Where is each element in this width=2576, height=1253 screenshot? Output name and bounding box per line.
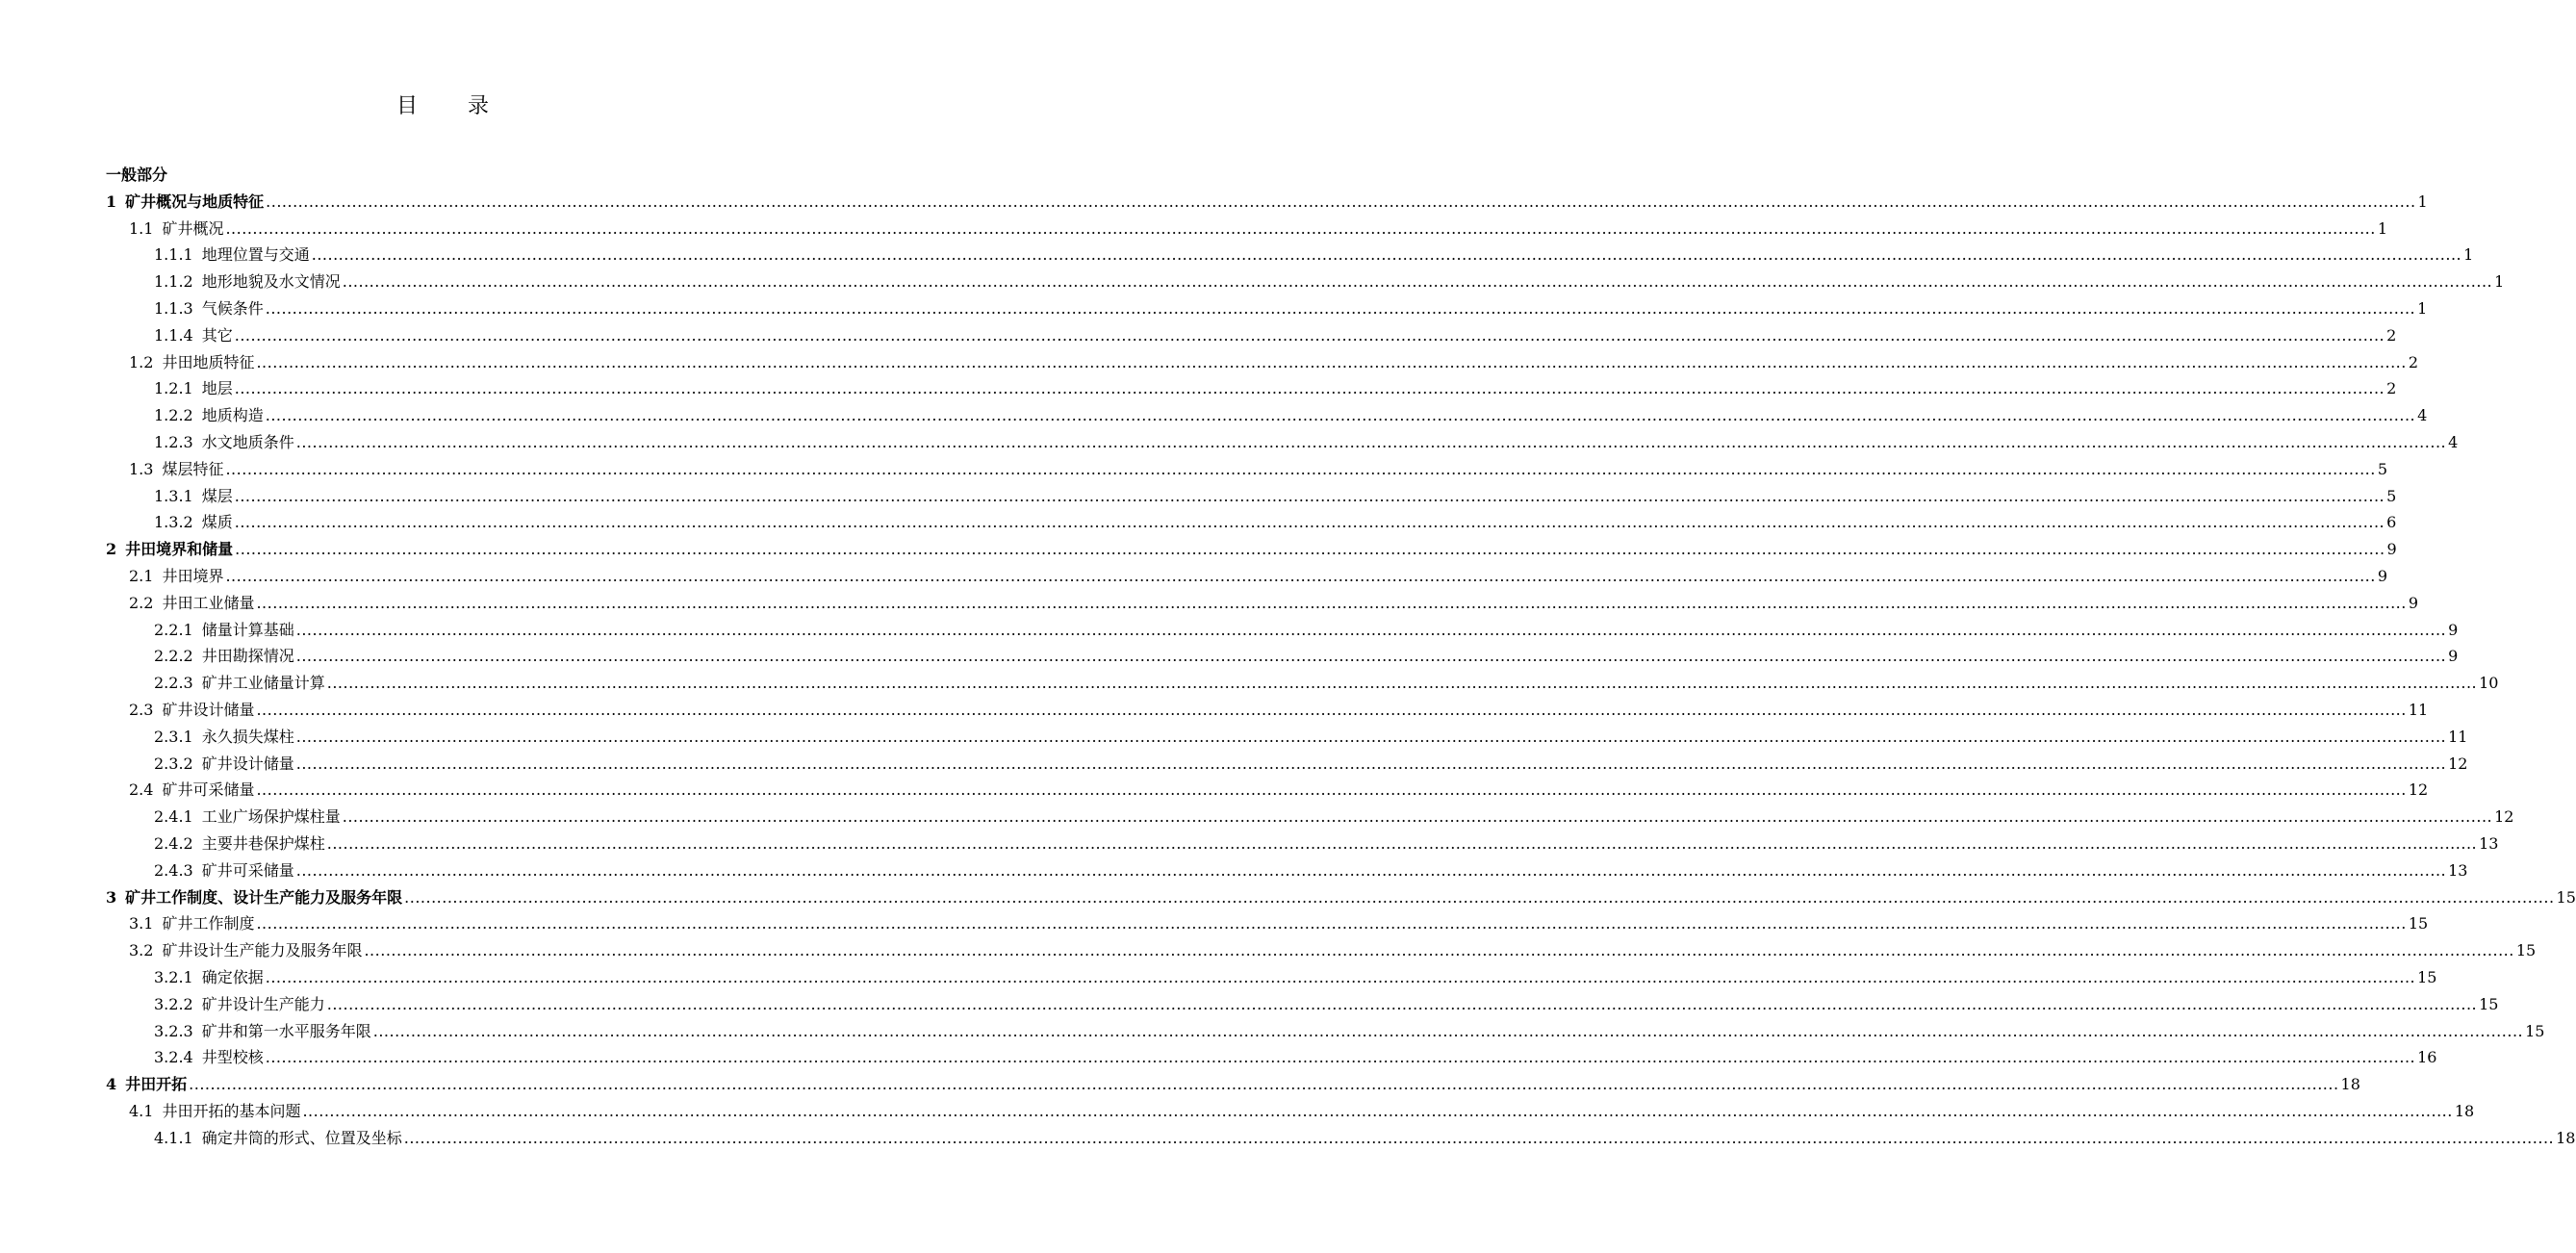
toc-entry-number: 2.3.2 (154, 754, 193, 773)
toc-entry-title: 煤质 (201, 513, 233, 532)
toc-entry-title: 永久损失煤柱 (201, 727, 294, 746)
toc-entry-title: 矿井概况与地质特征 (125, 192, 265, 211)
toc-entry[interactable] (106, 884, 2576, 911)
toc-entry[interactable] (106, 295, 2428, 322)
toc-entry-number: 1.1.1 (154, 245, 193, 265)
toc-entry-number: 2.2.3 (154, 674, 193, 693)
toc-entry-title: 其它 (201, 325, 233, 345)
toc-entry[interactable] (106, 590, 2419, 617)
dot-leader: ................................................................................................................................................................................................................................................................................................................................................................................................................ (403, 1128, 2555, 1147)
toc-entry-page: 9 (2408, 593, 2419, 612)
toc-entry-page: 1 (2417, 298, 2428, 318)
dot-leader: ................................................................................................................................................................................................................................................................................................................................................................................................................ (256, 700, 2407, 719)
toc-entry-title: 矿井可采储量 (162, 780, 255, 800)
toc-entry-title: 煤层特征 (162, 459, 224, 478)
toc-entry-title: 矿井和第一水平服务年限 (201, 1021, 371, 1040)
toc-entry-title: 井田开拓的基本问题 (162, 1101, 301, 1120)
toc-entry[interactable] (106, 322, 2397, 349)
toc-entry-title: 井田境界 (162, 566, 224, 585)
toc-entry[interactable] (106, 216, 2388, 243)
dot-leader: ................................................................................................................................................................................................................................................................................................................................................................................................................ (235, 540, 2385, 559)
toc-entry-page: 18 (2556, 1128, 2576, 1147)
toc-entry-title: 储量计算基础 (201, 620, 294, 639)
toc-entry-title: 确定井筒的形式、位置及坐标 (201, 1128, 402, 1147)
dot-leader: ................................................................................................................................................................................................................................................................................................................................................................................................................ (342, 272, 2493, 292)
toc-entry-page: 2 (2386, 325, 2397, 345)
toc-entry[interactable] (106, 643, 2459, 670)
toc-entry-title: 井田地质特征 (162, 352, 255, 371)
dot-leader: ................................................................................................................................................................................................................................................................................................................................................................................................................ (234, 325, 2385, 345)
dot-leader: ................................................................................................................................................................................................................................................................................................................................................................................................................ (302, 1101, 2453, 1120)
toc-entry-page: 2 (2408, 352, 2419, 371)
dot-leader: ................................................................................................................................................................................................................................................................................................................................................................................................................ (189, 1075, 2339, 1094)
toc-entry-title: 井田境界和储量 (125, 540, 234, 559)
dot-leader: ................................................................................................................................................................................................................................................................................................................................................................................................................ (234, 486, 2385, 505)
toc-entry-title: 主要井巷保护煤柱 (201, 833, 325, 853)
toc-entry-number: 1.1.4 (154, 325, 193, 345)
table-of-contents (106, 162, 2576, 1151)
toc-entry-title: 矿井工业储量计算 (201, 674, 325, 693)
toc-entry-number: 4.1.1 (154, 1128, 193, 1147)
toc-entry-number: 3.2.2 (154, 994, 193, 1013)
toc-entry[interactable] (106, 429, 2459, 456)
dot-leader: ................................................................................................................................................................................................................................................................................................................................................................................................................ (266, 192, 2416, 211)
toc-entry-page: 13 (2448, 860, 2468, 880)
toc-entry-page: 15 (2408, 914, 2429, 933)
toc-entry-number: 4.1 (129, 1101, 154, 1120)
dot-leader: ................................................................................................................................................................................................................................................................................................................................................................................................................ (311, 245, 2462, 265)
toc-entry-page: 16 (2417, 1048, 2437, 1067)
toc-entry-page: 12 (2448, 754, 2468, 773)
toc-entry-number: 1.2 (129, 352, 154, 371)
toc-entry[interactable] (106, 375, 2397, 402)
toc-entry[interactable] (106, 910, 2429, 937)
toc-entry-page: 13 (2479, 833, 2499, 853)
toc-entry-title: 矿井可采储量 (201, 860, 294, 880)
toc-entry-page: 9 (2386, 540, 2397, 559)
toc-entry-number: 3.2.1 (154, 967, 193, 986)
toc-entry-page: 12 (2408, 780, 2429, 800)
toc-entry-title: 井型校核 (201, 1048, 264, 1067)
dot-leader: ................................................................................................................................................................................................................................................................................................................................................................................................................ (225, 218, 2376, 238)
dot-leader: ................................................................................................................................................................................................................................................................................................................................................................................................................ (295, 860, 2447, 880)
toc-entry-page: 10 (2479, 674, 2499, 693)
dot-leader: ................................................................................................................................................................................................................................................................................................................................................................................................................ (234, 379, 2385, 398)
toc-entry[interactable] (106, 1018, 2545, 1045)
title-char-1: 目 (395, 94, 418, 118)
toc-entry-page: 11 (2408, 700, 2429, 719)
toc-entry-title: 矿井概况 (162, 218, 224, 238)
dot-leader: ................................................................................................................................................................................................................................................................................................................................................................................................................ (265, 1048, 2416, 1067)
toc-entry[interactable] (106, 268, 2505, 295)
toc-entry-number: 2.2 (129, 593, 154, 612)
toc-entry[interactable] (106, 697, 2429, 724)
toc-entry-page: 15 (2556, 887, 2576, 907)
toc-entry-page: 18 (2454, 1101, 2475, 1120)
toc-entry-number: 1.1 (129, 218, 154, 238)
toc-entry-title: 矿井设计储量 (201, 754, 294, 773)
dot-leader: ................................................................................................................................................................................................................................................................................................................................................................................................................ (225, 459, 2376, 478)
toc-entry-page: 18 (2340, 1075, 2360, 1094)
toc-entry-number: 1 (106, 192, 117, 211)
dot-leader: ................................................................................................................................................................................................................................................................................................................................................................................................................ (364, 941, 2514, 960)
toc-entry-number: 1.2.2 (154, 406, 193, 425)
toc-entry[interactable] (106, 509, 2397, 536)
toc-entry[interactable] (106, 670, 2499, 697)
dot-leader: ................................................................................................................................................................................................................................................................................................................................................................................................................ (295, 727, 2447, 746)
toc-entry-page: 11 (2448, 727, 2468, 746)
toc-entry-page: 9 (2377, 566, 2388, 585)
toc-entry-title: 地形地貌及水文情况 (201, 272, 341, 292)
toc-entry-page: 15 (2417, 967, 2437, 986)
toc-entry-page: 9 (2448, 647, 2459, 666)
toc-entry-title: 矿井工作制度 (162, 914, 255, 933)
toc-entry[interactable] (106, 937, 2537, 964)
dot-leader: ................................................................................................................................................................................................................................................................................................................................................................................................................ (256, 780, 2407, 800)
toc-entry-number: 2.4.2 (154, 833, 193, 853)
toc-entry-page: 15 (2479, 994, 2499, 1013)
toc-entry-number: 2.3 (129, 700, 154, 719)
toc-entry[interactable] (106, 1071, 2360, 1098)
dot-leader: ................................................................................................................................................................................................................................................................................................................................................................................................................ (265, 406, 2416, 425)
page-title (0, 92, 885, 121)
toc-entry-title: 地理位置与交通 (201, 245, 310, 265)
toc-entry[interactable] (106, 724, 2468, 751)
toc-entry-number: 2.4.1 (154, 807, 193, 827)
dot-leader: ................................................................................................................................................................................................................................................................................................................................................................................................................ (326, 674, 2478, 693)
toc-entry-number: 4 (106, 1075, 117, 1094)
toc-entry-title: 煤层 (201, 486, 233, 505)
dot-leader: ................................................................................................................................................................................................................................................................................................................................................................................................................ (295, 647, 2447, 666)
toc-entry-number: 2.2.1 (154, 620, 193, 639)
toc-entry-page: 4 (2417, 406, 2428, 425)
toc-entry[interactable] (106, 1125, 2576, 1152)
dot-leader: ................................................................................................................................................................................................................................................................................................................................................................................................................ (265, 298, 2416, 318)
dot-leader: ................................................................................................................................................................................................................................................................................................................................................................................................................ (372, 1021, 2524, 1040)
dot-leader: ................................................................................................................................................................................................................................................................................................................................................................................................................ (234, 513, 2385, 532)
toc-entry-number: 2.4 (129, 780, 154, 800)
toc-entry[interactable] (106, 189, 2428, 216)
toc-entry[interactable] (106, 964, 2437, 991)
toc-entry-number: 1.3.1 (154, 486, 193, 505)
toc-entry-number: 2 (106, 540, 117, 559)
toc-entry-page: 4 (2448, 432, 2459, 451)
dot-leader: ................................................................................................................................................................................................................................................................................................................................................................................................................ (326, 994, 2478, 1013)
toc-entry-number: 2.2.2 (154, 647, 193, 666)
toc-entry[interactable] (106, 349, 2419, 376)
dot-leader: ................................................................................................................................................................................................................................................................................................................................................................................................................ (265, 967, 2416, 986)
toc-entry[interactable] (106, 1044, 2437, 1071)
toc-entry[interactable] (106, 804, 2514, 831)
dot-leader: ................................................................................................................................................................................................................................................................................................................................................................................................................ (256, 352, 2407, 371)
toc-entry-title: 地层 (201, 379, 233, 398)
section-heading: 一般部分 (106, 166, 168, 184)
toc-entry[interactable] (106, 991, 2499, 1018)
toc-entry-number: 3.2 (129, 941, 154, 960)
title-char-2: 录 (468, 94, 490, 118)
toc-entry-page: 1 (2463, 245, 2474, 265)
toc-entry-number: 2.3.1 (154, 727, 193, 746)
dot-leader: ................................................................................................................................................................................................................................................................................................................................................................................................................ (326, 833, 2478, 853)
dot-leader: ................................................................................................................................................................................................................................................................................................................................................................................................................ (342, 807, 2493, 827)
toc-entry-title: 水文地质条件 (201, 432, 294, 451)
toc-entry-title: 井田勘探情况 (201, 647, 294, 666)
toc-entry-page: 6 (2386, 513, 2397, 532)
toc-entry[interactable] (106, 777, 2429, 804)
toc-entry-page: 15 (2515, 941, 2537, 960)
toc-entry-title: 确定依据 (201, 967, 264, 986)
dot-leader: ................................................................................................................................................................................................................................................................................................................................................................................................................ (225, 566, 2376, 585)
toc-entry-number: 1.3.2 (154, 513, 193, 532)
dot-leader: ................................................................................................................................................................................................................................................................................................................................................................................................................ (256, 593, 2407, 612)
toc-entry-title: 矿井设计储量 (162, 700, 255, 719)
toc-entry-title: 工业广场保护煤柱量 (201, 807, 341, 827)
toc-entry[interactable] (106, 857, 2468, 884)
toc-entry[interactable] (106, 751, 2468, 778)
toc-entry-title: 井田工业储量 (162, 593, 255, 612)
toc-entry-page: 1 (2494, 272, 2505, 292)
toc-entry-title: 气候条件 (201, 298, 264, 318)
toc-entry-page: 2 (2386, 379, 2397, 398)
toc-entry[interactable] (106, 242, 2474, 268)
toc-entry[interactable] (106, 563, 2388, 590)
toc-entry-page: 9 (2448, 620, 2459, 639)
dot-leader: ................................................................................................................................................................................................................................................................................................................................................................................................................ (295, 620, 2447, 639)
dot-leader: ................................................................................................................................................................................................................................................................................................................................................................................................................ (404, 887, 2555, 907)
toc-entry-page: 5 (2386, 486, 2397, 505)
toc-entry-number: 1.1.2 (154, 272, 193, 292)
toc-entry-number: 1.2.1 (154, 379, 193, 398)
toc-entry-title: 矿井工作制度、设计生产能力及服务年限 (125, 887, 403, 907)
toc-entry-page: 12 (2494, 807, 2514, 827)
dot-leader: ................................................................................................................................................................................................................................................................................................................................................................................................................ (295, 754, 2447, 773)
toc-entry-number: 1.2.3 (154, 432, 193, 451)
toc-entry-page: 15 (2525, 1021, 2545, 1040)
toc-entry-number: 2.1 (129, 566, 154, 585)
toc-entry-number: 2.4.3 (154, 860, 193, 880)
dot-leader: ................................................................................................................................................................................................................................................................................................................................................................................................................ (295, 432, 2447, 451)
toc-entry-number: 1.3 (129, 459, 154, 478)
toc-entry[interactable] (106, 456, 2388, 483)
toc-entry-number: 1.1.3 (154, 298, 193, 318)
toc-entry-number: 3.1 (129, 914, 154, 933)
toc-entry[interactable] (106, 831, 2499, 857)
toc-entry-title: 矿井设计生产能力 (201, 994, 325, 1013)
toc-entry-title: 井田开拓 (125, 1075, 188, 1094)
toc-entry-title: 矿井设计生产能力及服务年限 (162, 941, 363, 960)
toc-entry-page: 5 (2377, 459, 2388, 478)
dot-leader: ................................................................................................................................................................................................................................................................................................................................................................................................................ (256, 914, 2407, 933)
toc-entry-page: 1 (2417, 192, 2428, 211)
toc-entry[interactable] (106, 617, 2459, 644)
toc-entry-number: 3.2.3 (154, 1021, 193, 1040)
toc-entry-number: 3.2.4 (154, 1048, 193, 1067)
toc-entry[interactable] (106, 402, 2428, 429)
toc-entry-page: 1 (2377, 218, 2388, 238)
toc-entry-title: 地质构造 (201, 406, 264, 425)
toc-entry[interactable] (106, 483, 2397, 510)
toc-entry-number: 3 (106, 887, 117, 907)
toc-entry[interactable] (106, 1098, 2475, 1125)
toc-entry[interactable] (106, 536, 2397, 563)
